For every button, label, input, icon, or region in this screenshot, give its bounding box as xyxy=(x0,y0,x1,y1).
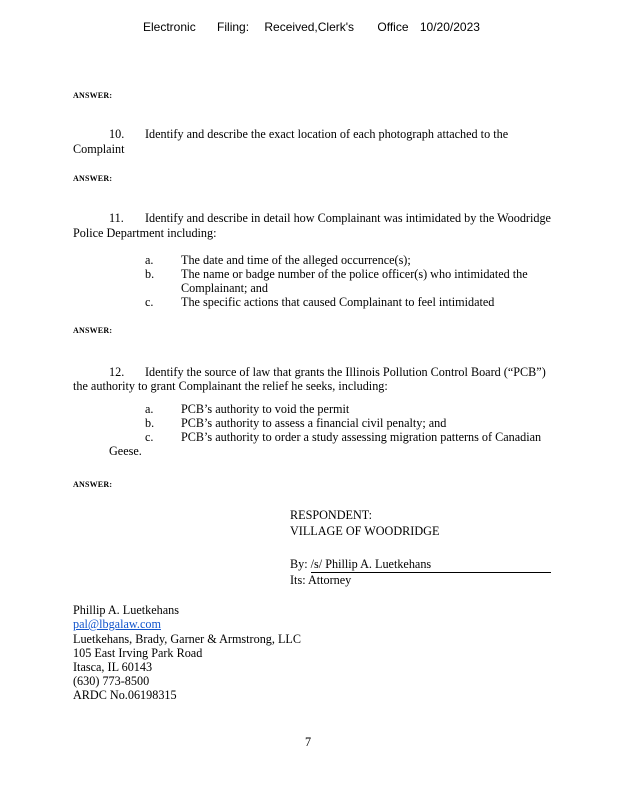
answer-label: ANSWER: xyxy=(73,174,113,183)
subitem-text: Geese. xyxy=(109,444,142,458)
header-text: Office xyxy=(377,20,409,34)
signature-name xyxy=(311,557,551,573)
email-link[interactable]: pal@lbgalaw.com xyxy=(73,617,161,631)
interrogatory-number: 11. xyxy=(109,211,124,225)
interrogatory-text: Police Department including: xyxy=(73,226,217,240)
city-state-zip: Itasca, IL 60143 xyxy=(73,660,153,674)
signature-text: /s/ Phillip A. Luetkehans xyxy=(310,557,432,571)
attorney-name: Phillip A. Luetkehans xyxy=(73,603,179,617)
respondent-name: VILLAGE OF WOODRIDGE xyxy=(290,524,440,538)
respondent-label: RESPONDENT: xyxy=(290,508,373,522)
header-text: Filing: xyxy=(217,20,250,34)
subitem-letter: a. xyxy=(145,402,154,416)
header-text: Electronic xyxy=(143,20,196,34)
page-number: 7 xyxy=(305,735,312,749)
header-text: Received,Clerk's xyxy=(264,20,355,34)
subitem-letter: a. xyxy=(145,253,154,267)
efiling-header xyxy=(143,20,480,34)
ardc-number: ARDC No.06198315 xyxy=(73,688,177,702)
interrogatory-text: Identify the source of law that grants the Illinois Pollution Control Board (“PCB”) xyxy=(145,365,546,379)
interrogatory-text: Identify and describe in detail how Complainant was intimidated by the Woodridge xyxy=(145,211,551,225)
subitem-letter: b. xyxy=(145,267,155,281)
header-date: 10/20/2023 xyxy=(419,20,480,34)
signature-line xyxy=(290,557,551,573)
subitem-text: The date and time of the alleged occurrence(s); xyxy=(181,253,411,267)
interrogatory-number: 12. xyxy=(109,365,125,379)
subitem-text: The specific actions that caused Complainant to feel intimidated xyxy=(181,295,495,309)
signer-title: Its: Attorney xyxy=(290,573,352,587)
interrogatory-number: 10. xyxy=(109,127,125,141)
subitem-text: PCB’s authority to void the permit xyxy=(181,402,350,416)
subitem-text: Complainant; and xyxy=(181,281,268,295)
subitem-text: PCB’s authority to order a study assessing migration patterns of Canadian xyxy=(181,430,542,444)
answer-label: ANSWER: xyxy=(73,480,113,489)
subitem-text: PCB’s authority to assess a financial civil penalty; and xyxy=(181,416,447,430)
interrogatory-text: Complaint xyxy=(73,142,125,156)
subitem-text: The name or badge number of the police officer(s) who intimidated the xyxy=(181,267,528,281)
subitem-letter: b. xyxy=(145,416,155,430)
subitem-letter: c. xyxy=(145,295,154,309)
interrogatory-text: the authority to grant Complainant the relief he seeks, including: xyxy=(73,379,388,393)
subitem-letter: c. xyxy=(145,430,154,444)
answer-label: ANSWER: xyxy=(73,91,113,100)
phone-number: (630) 773-8500 xyxy=(73,674,150,688)
by-label: By: xyxy=(290,557,308,571)
firm-name: Luetkehans, Brady, Garner & Armstrong, LLC xyxy=(73,632,302,646)
answer-label: ANSWER: xyxy=(73,326,113,335)
street-address: 105 East Irving Park Road xyxy=(73,646,203,660)
interrogatory-text: Identify and describe the exact location of each photograph attached to the xyxy=(145,127,509,141)
